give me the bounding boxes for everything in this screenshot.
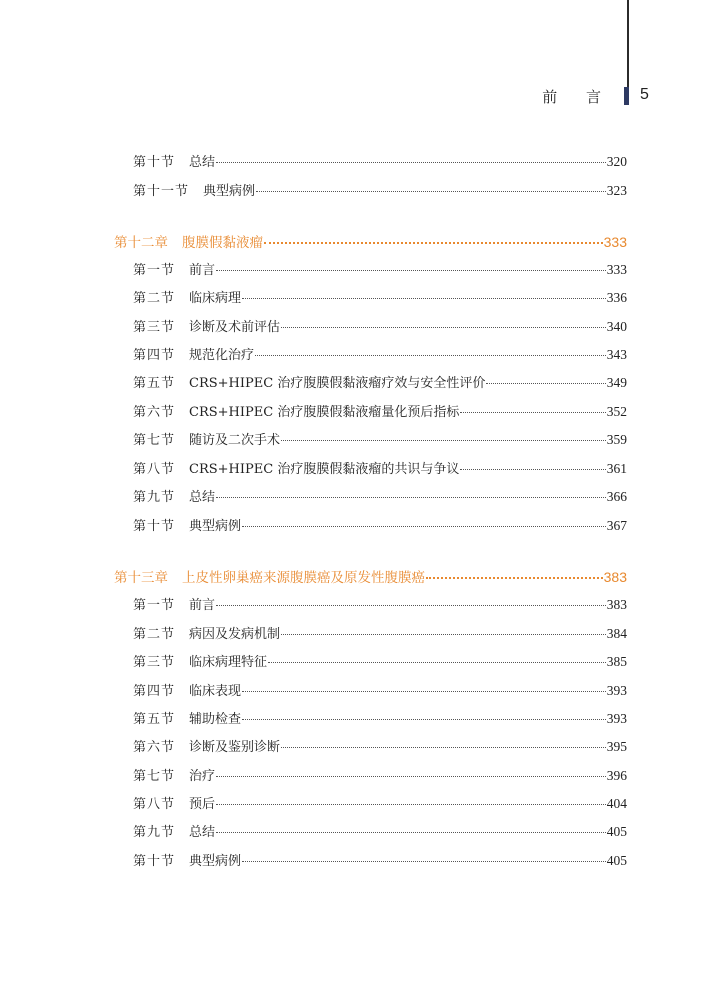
dot-leader (281, 747, 606, 748)
entry-page-number: 393 (606, 683, 627, 698)
entry-page-number: 352 (606, 404, 627, 419)
toc-chapter-entry (114, 232, 627, 253)
toc-section-entry (133, 181, 627, 202)
entry-page-number: 323 (606, 183, 627, 198)
entry-page-number: 396 (606, 768, 627, 783)
entry-title: 诊断及术前评估 (189, 320, 281, 335)
toc-section-entry (133, 487, 627, 508)
entry-page-number: 384 (606, 626, 627, 641)
entry-page-number: 361 (606, 461, 627, 476)
dot-leader (216, 497, 606, 498)
entry-page-number: 383 (606, 597, 627, 612)
toc-section-entry (133, 260, 627, 281)
dot-leader (256, 191, 606, 192)
dot-leader (486, 383, 605, 384)
dot-leader (242, 691, 606, 692)
toc-section-entry (133, 794, 627, 815)
entry-number: 第五节 (133, 712, 176, 727)
entry-title: 规范化治疗 (189, 348, 255, 363)
toc-section-entry (133, 402, 627, 423)
toc-section-entry (133, 737, 627, 758)
entry-number: 第九节 (133, 490, 176, 505)
entry-number: 第一节 (133, 263, 176, 278)
entry-title: 临床病理特征 (189, 655, 268, 670)
entry-title: 腹膜假黏液瘤 (182, 235, 263, 251)
dot-leader (460, 412, 605, 413)
dot-leader (264, 242, 603, 244)
entry-page-number: 320 (606, 154, 627, 169)
toc-section-entry (133, 516, 627, 537)
entry-page-number: 393 (606, 711, 627, 726)
entry-title: 典型病例 (189, 519, 242, 534)
toc-section-entry (133, 288, 627, 309)
header-accent-bar (624, 87, 629, 105)
entry-title: 治疗 (189, 769, 216, 784)
entry-number: 第三节 (133, 320, 176, 335)
entry-page-number: 385 (606, 654, 627, 669)
entry-title: 总结 (189, 490, 216, 505)
entry-number: 第六节 (133, 405, 176, 420)
dot-leader (216, 776, 606, 777)
entry-page-number: 395 (606, 739, 627, 754)
entry-number: 第十节 (133, 854, 176, 869)
toc-section-entry (133, 430, 627, 451)
dot-leader (216, 270, 606, 271)
entry-page-number: 383 (603, 569, 627, 585)
dot-leader (242, 526, 606, 527)
entry-page-number: 359 (606, 432, 627, 447)
entry-number: 第十一节 (133, 184, 190, 199)
entry-page-number: 404 (606, 796, 627, 811)
toc-section-entry (133, 652, 627, 673)
entry-number: 第三节 (133, 655, 176, 670)
toc-section-entry (133, 681, 627, 702)
entry-page-number: 343 (606, 347, 627, 362)
entry-number: 第一节 (133, 598, 176, 613)
entry-number: 第四节 (133, 348, 176, 363)
dot-leader (268, 662, 606, 663)
entry-title: 总结 (189, 155, 216, 170)
toc-section-entry (133, 152, 627, 173)
dot-leader (281, 440, 606, 441)
toc-chapter-entry (114, 567, 627, 588)
toc-section-entry (133, 851, 627, 872)
entry-title: CRS+HIPEC 治疗腹膜假黏液瘤的共识与争议 (189, 462, 460, 477)
dot-leader (216, 804, 606, 805)
entry-title: 辅助检查 (189, 712, 242, 727)
dot-leader (216, 605, 606, 606)
entry-title: 典型病例 (189, 854, 242, 869)
entry-title: 临床病理 (189, 291, 242, 306)
entry-number: 第十节 (133, 519, 176, 534)
entry-title: 随访及二次手术 (189, 433, 281, 448)
entry-page-number: 366 (606, 489, 627, 504)
entry-number: 第十二章 (114, 235, 168, 251)
running-header-title: 前 言 (542, 88, 613, 106)
entry-number: 第七节 (133, 769, 176, 784)
entry-title: CRS+HIPEC 治疗腹膜假黏液瘤疗效与安全性评价 (189, 376, 486, 391)
dot-leader (242, 719, 606, 720)
entry-number: 第十节 (133, 155, 176, 170)
entry-number: 第十三章 (114, 570, 168, 586)
entry-page-number: 340 (606, 319, 627, 334)
dot-leader (242, 861, 606, 862)
dot-leader (281, 634, 606, 635)
toc-section-entry (133, 624, 627, 645)
dot-leader (426, 577, 603, 579)
dot-leader (281, 327, 606, 328)
entry-title: 诊断及鉴别诊断 (189, 740, 281, 755)
entry-number: 第九节 (133, 825, 176, 840)
entry-page-number: 333 (606, 262, 627, 277)
entry-page-number: 367 (606, 518, 627, 533)
entry-number: 第七节 (133, 433, 176, 448)
toc-section-entry (133, 766, 627, 787)
toc-section-entry (133, 709, 627, 730)
entry-title: 前言 (189, 263, 216, 278)
entry-title: CRS+HIPEC 治疗腹膜假黏液瘤量化预后指标 (189, 405, 460, 420)
entry-title: 临床表现 (189, 684, 242, 699)
page-number: 5 (640, 86, 649, 103)
entry-number: 第二节 (133, 627, 176, 642)
entry-title: 病因及发病机制 (189, 627, 281, 642)
toc-section-entry (133, 345, 627, 366)
toc-section-entry (133, 459, 627, 480)
toc-section-entry (133, 373, 627, 394)
entry-title: 预后 (189, 797, 216, 812)
entry-page-number: 336 (606, 290, 627, 305)
entry-number: 第五节 (133, 376, 176, 391)
entry-page-number: 405 (606, 853, 627, 868)
dot-leader (460, 469, 605, 470)
dot-leader (242, 298, 606, 299)
entry-title: 上皮性卵巢癌来源腹膜癌及原发性腹膜癌 (182, 570, 425, 586)
entry-number: 第八节 (133, 462, 176, 477)
entry-page-number: 405 (606, 824, 627, 839)
entry-number: 第四节 (133, 684, 176, 699)
toc-section-entry (133, 317, 627, 338)
toc-section-entry (133, 595, 627, 616)
entry-page-number: 333 (603, 234, 627, 250)
entry-number: 第八节 (133, 797, 176, 812)
entry-number: 第六节 (133, 740, 176, 755)
entry-title: 前言 (189, 598, 216, 613)
dot-leader (255, 355, 606, 356)
entry-page-number: 349 (606, 375, 627, 390)
entry-title: 总结 (189, 825, 216, 840)
entry-title: 典型病例 (203, 184, 256, 199)
entry-number: 第二节 (133, 291, 176, 306)
toc-section-entry (133, 822, 627, 843)
dot-leader (216, 832, 606, 833)
dot-leader (216, 162, 606, 163)
